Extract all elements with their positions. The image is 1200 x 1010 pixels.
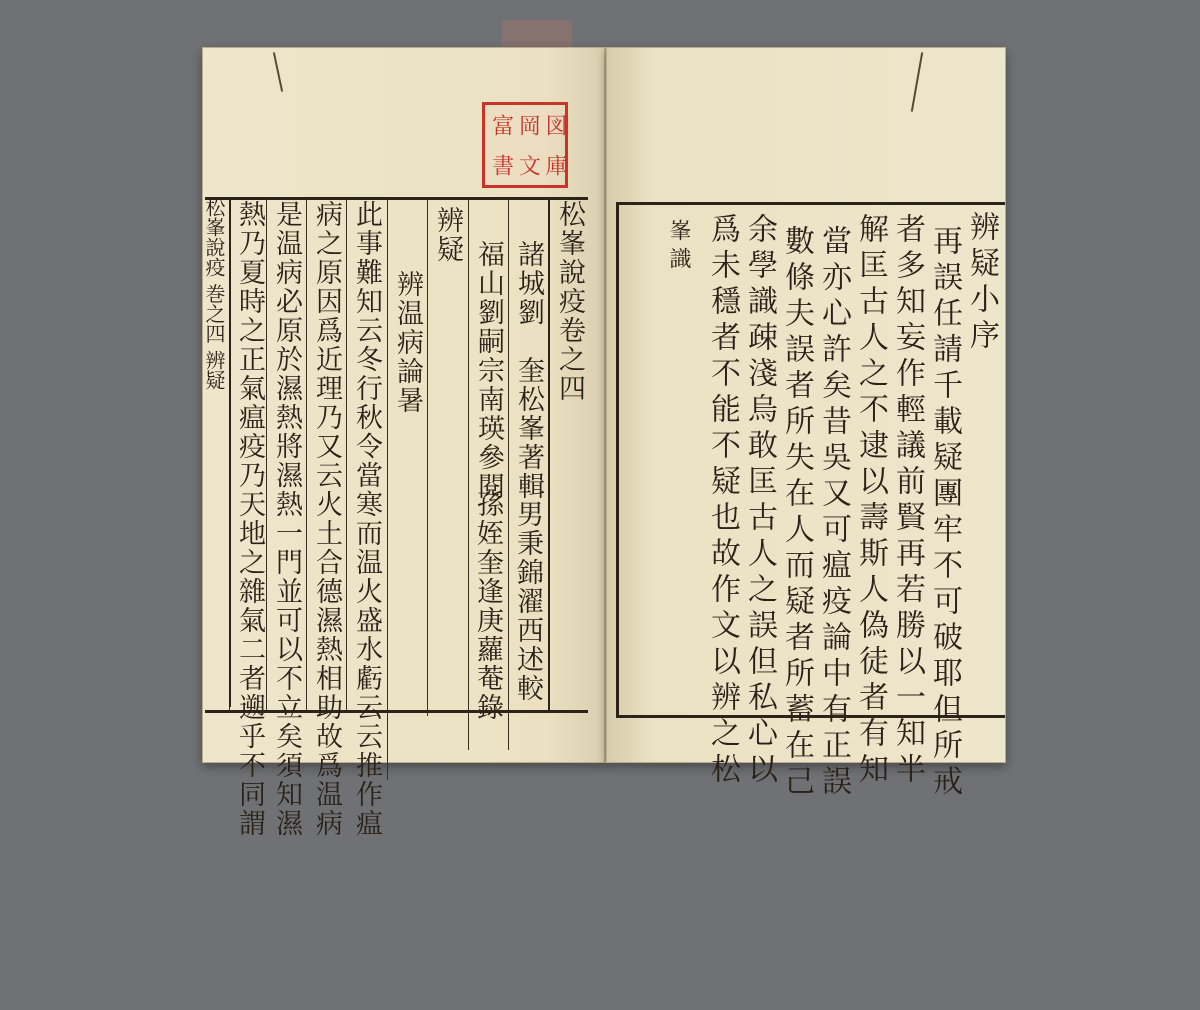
text-column: 數條夫誤者所失在人而疑者所蓄在己 <box>779 225 814 801</box>
seal-char: 書 <box>488 154 514 176</box>
text-column: 峯識 <box>666 219 691 275</box>
text-column: 熱乃夏時之正氣瘟疫乃天地之雜氣二者遡乎不同謂 <box>229 200 269 710</box>
paper-crack <box>911 52 923 111</box>
left-page <box>202 47 606 838</box>
text-column-sub: 孫姪奎逢庚蘿菴錄 <box>472 490 503 722</box>
text-column: 當亦心許矣昔吳又可瘟疫論中有正誤 <box>816 225 851 801</box>
text-column-sub: 男秉錦濯西述較 <box>512 500 543 703</box>
text-column: 松峯說疫卷之四 <box>548 200 595 710</box>
seal-char: 図 <box>541 114 567 136</box>
red-seal-stamp <box>482 102 568 188</box>
text-column: 爲未穩者不能不疑也故作文以辨之松 <box>705 213 740 789</box>
seal-char: 文 <box>515 154 541 176</box>
side-margin-strip: 松峯說疫 巻之四 辨疑 <box>205 197 231 707</box>
text-column: 再誤任請千載疑團牢不可破耶但所戒 <box>927 225 962 801</box>
text-column: 諸城劉 奎松峯著輯 <box>508 200 548 750</box>
seal-char: 富 <box>488 114 514 136</box>
paper-crack <box>273 52 283 92</box>
open-book <box>202 47 1006 838</box>
left-text-frame <box>205 197 588 838</box>
text-column: 病之原因爲近理乃又云火土合德濕熱相助故爲温病 <box>306 200 346 710</box>
text-column: 辨疑 <box>427 200 467 716</box>
text-column: 福山劉嗣宗南瑛參閱 <box>468 200 508 750</box>
text-column: 解匡古人之不逮以壽斯人偽徒者有知 <box>853 213 888 789</box>
text-column: 辨疑小序 <box>964 211 999 355</box>
text-column: 此事難知云冬行秋令當寒而温火盛水虧云云推作瘟 <box>346 200 386 710</box>
text-column: 是温病必原於濕熱將濕熱一門並可以不立矣須知濕 <box>266 200 306 710</box>
text-column: 辨温病論暑 <box>387 200 427 780</box>
text-column: 者多知妄作輕議前賢再若勝以一知半 <box>890 213 925 789</box>
right-text-frame <box>616 202 1005 801</box>
text-column: 余學識疎淺烏敢匡古人之誤但私心以 <box>742 213 777 789</box>
right-page <box>606 47 1006 801</box>
seal-char: 庫 <box>541 154 567 176</box>
seal-char: 岡 <box>515 114 541 136</box>
